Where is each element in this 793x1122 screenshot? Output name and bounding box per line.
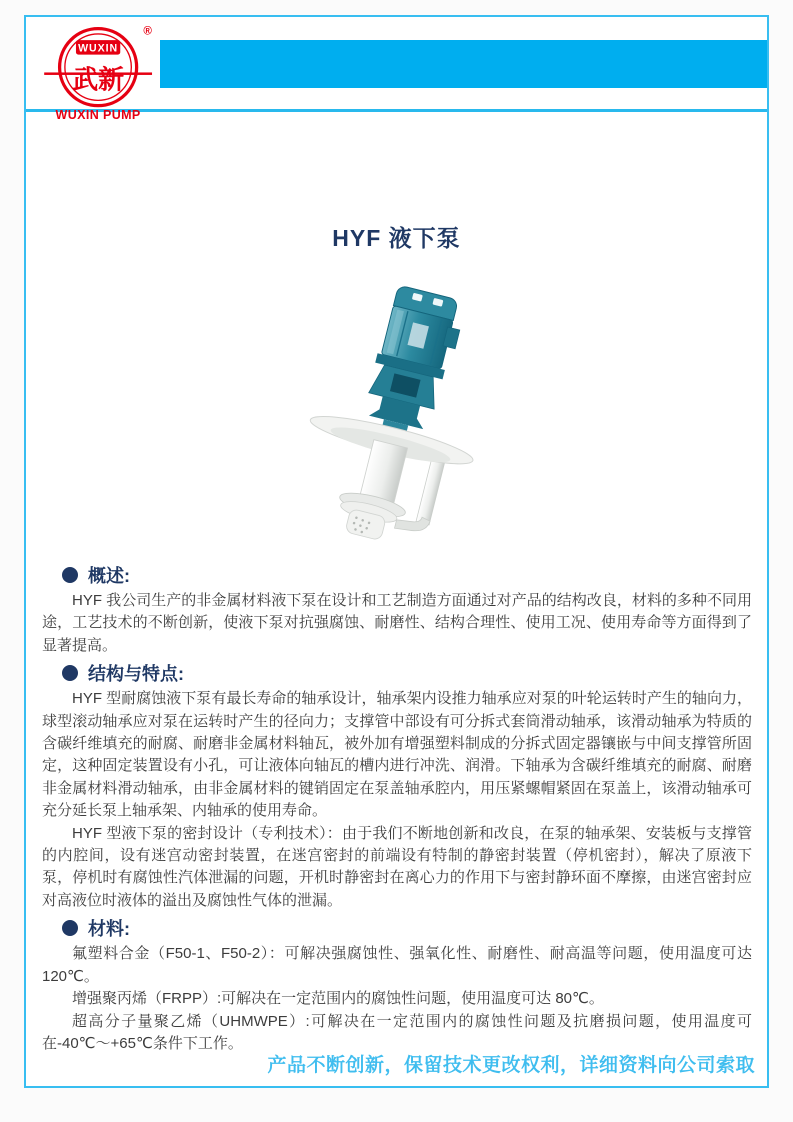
bullet-icon bbox=[62, 665, 78, 681]
svg-text:WUXIN: WUXIN bbox=[78, 42, 119, 55]
pump-product-image bbox=[281, 279, 513, 541]
section-heading-row bbox=[42, 660, 752, 685]
section-heading-row bbox=[42, 562, 752, 587]
overview-paragraph: HYF 我公司生产的非金属材料液下泵在设计和工艺制造方面通过对产品的结构改良，材料的多种不同用途，工艺技术的不断创新，使液下泵对抗强腐蚀、耐磨性、结构合理性、使用工况、使用寿命等方面得到了显著提高。 bbox=[42, 592, 752, 654]
structure-paragraph-2: HYF 型液下泵的密封设计（专利技术）：由于我们不断地创新和改良，在泵的轴承架、安装板与支撑管的内腔间，设有迷宫动密封装置，在迷宫密封的前端设有特制的静密封装置（停机密封），解决了原液下泵，停机时有腐蚀性汽体泄漏的问题，开机时静密封在离心力的作用下与密封静环面不摩擦，由迷宫密封应对高液位时液体的溢出及腐蚀性气体的泄漏。 bbox=[42, 824, 752, 909]
section-title-overview: 概述: bbox=[88, 565, 130, 586]
svg-text:武新: 武新 bbox=[72, 65, 125, 96]
svg-text:WUXIN PUMP: WUXIN PUMP bbox=[55, 108, 141, 123]
materials-paragraph-1: 氟塑料合金（F50-1、F50-2）：可解决强腐蚀性、强氧化性、耐磨性、耐高温等问题，使用温度可达 120℃。 bbox=[42, 945, 752, 985]
structure-paragraph-1: HYF 型耐腐蚀液下泵有最长寿命的轴承设计，轴承架内设推力轴承应对泵的叶轮运转时产生的轴向力，球型滚动轴承应对泵在运转时产生的径向力；支撑管中部设有可分拆式套筒滑动轴承，该滑动轴承为特质的含碳纤维填充的耐腐、耐磨非金属材料轴瓦，被外加有增强塑料制成的分拆式固定器镶嵌与中间支撑管所固定，这种固定装置设有小孔，可让液体向轴瓦的槽内进行冲洗、润滑。下轴承为含碳纤维填充的耐腐、耐磨非金属材料滑动轴承，由非金属材料的键销固定在泵盖轴承腔内，用压紧螺帽紧固在泵盖上，该滑动轴承可充分延长泵上轴承架、内轴承的使用寿命。 bbox=[42, 690, 752, 820]
materials-paragraph-2: 增强聚丙烯（FRPP）:可解决在一定范围内的腐蚀性问题，使用温度可达 80℃。 bbox=[72, 990, 604, 1008]
section-heading-row bbox=[42, 915, 752, 940]
section-title-structure: 结构与特点: bbox=[88, 663, 184, 684]
section-overview bbox=[42, 562, 752, 657]
pump-illustration-icon bbox=[281, 279, 513, 541]
wuxin-logo bbox=[43, 19, 159, 123]
bullet-icon bbox=[62, 920, 78, 936]
section-structure-features bbox=[42, 660, 752, 912]
page-frame bbox=[24, 15, 769, 1088]
pump-casing bbox=[331, 488, 406, 541]
materials-paragraph-3: 超高分子量聚乙烯（UHMWPE）:可解决在一定范围内的腐蚀性问题及抗磨损问题，使用温度可在-40℃～+65℃条件下工作。 bbox=[42, 1012, 752, 1052]
page-title: HYF 液下泵 bbox=[332, 225, 461, 251]
section-title-materials: 材料: bbox=[88, 918, 130, 939]
footer-note: 产品不断创新，保留技术更改权利，详细资料向公司索取 bbox=[267, 1055, 755, 1076]
header-cyan-bar bbox=[160, 40, 767, 88]
bullet-icon bbox=[62, 567, 78, 583]
wuxin-logo-icon bbox=[43, 19, 159, 123]
content-sections bbox=[42, 561, 752, 1058]
section-materials bbox=[42, 915, 752, 1055]
registered-mark-icon: ® bbox=[143, 25, 152, 38]
